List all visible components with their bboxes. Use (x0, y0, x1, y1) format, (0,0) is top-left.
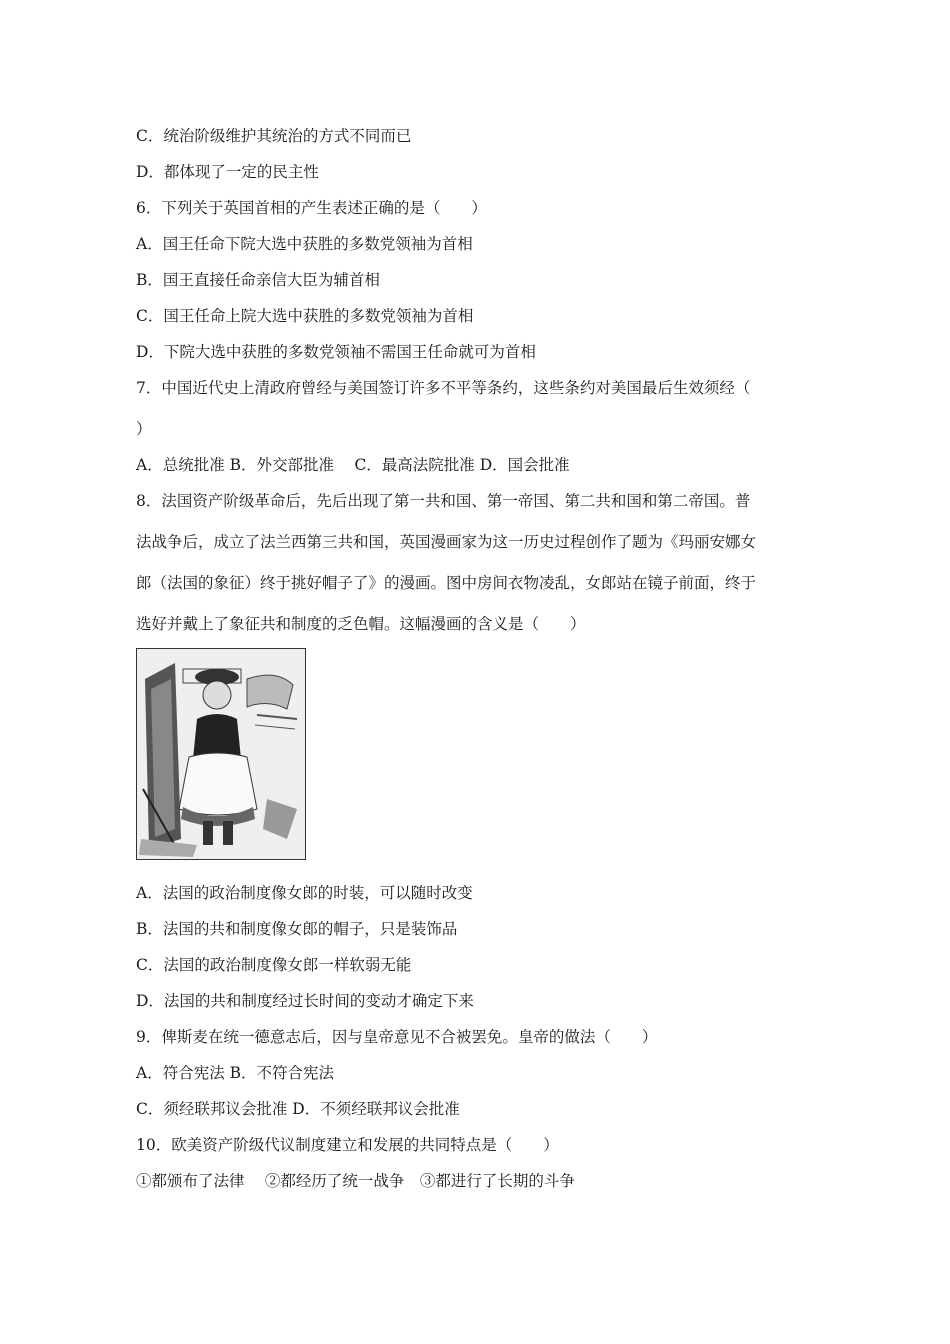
option-8a: A．法国的政治制度像女郎的时装，可以随时改变 (136, 884, 473, 902)
question-8-l2: 法战争后，成立了法兰西第三共和国，英国漫画家为这一历史过程创作了题为《玛丽安娜女 (136, 533, 757, 551)
cartoon-image (136, 648, 306, 860)
option-6c: C．国王任命上院大选中获胜的多数党领袖为首相 (136, 307, 474, 325)
question-8-l1: 8．法国资产阶级革命后，先后出现了第一共和国、第一帝国、第二共和国和第二帝国。普 (136, 492, 751, 510)
line-5c: C．统治阶级维护其统治的方式不同而已 (136, 127, 412, 145)
question-6: 6．下列关于英国首相的产生表述正确的是（ ） (136, 199, 487, 217)
options-9-ab: A．符合宪法 B．不符合宪法 (136, 1064, 335, 1082)
question-10-items: ①都颁布了法律 ②都经历了统一战争 ③都进行了长期的斗争 (136, 1172, 575, 1190)
option-8b: B．法国的共和制度像女郎的帽子，只是装饰品 (136, 920, 458, 938)
question-8-l3: 郎（法国的象征）终于挑好帽子了》的漫画。图中房间衣物凌乱，女郎站在镜子前面，终于 (136, 574, 757, 592)
question-9: 9．俾斯麦在统一德意志后，因与皇帝意见不合被罢免。皇帝的做法（ ） (136, 1028, 658, 1046)
question-7: 7．中国近代史上清政府曾经与美国签订许多不平等条约，这些条约对美国最后生效须经（ (136, 379, 751, 397)
option-6d: D．下院大选中获胜的多数党领袖不需国王任命就可为首相 (136, 343, 536, 361)
option-8d: D．法国的共和制度经过长时间的变动才确定下来 (136, 992, 474, 1010)
cartoon-drawing (137, 649, 305, 859)
question-10: 10．欧美资产阶级代议制度建立和发展的共同特点是（ ） (136, 1136, 559, 1154)
question-7-cont: ） (136, 420, 152, 438)
options-9-cd: C．须经联邦议会批准 D．不须经联邦议会批准 (136, 1100, 460, 1118)
option-8c: C．法国的政治制度像女郎一样软弱无能 (136, 956, 412, 974)
line-5d: D．都体现了一定的民主性 (136, 163, 319, 181)
question-8-l4: 选好并戴上了象征共和制度的乏色帽。这幅漫画的含义是（ ） (136, 615, 586, 633)
options-7: A．总统批准 B．外交部批准 C．最高法院批准 D．国会批准 (136, 456, 570, 474)
option-6a: A．国王任命下院大选中获胜的多数党领袖为首相 (136, 235, 473, 253)
option-6b: B．国王直接任命亲信大臣为辅首相 (136, 271, 380, 289)
